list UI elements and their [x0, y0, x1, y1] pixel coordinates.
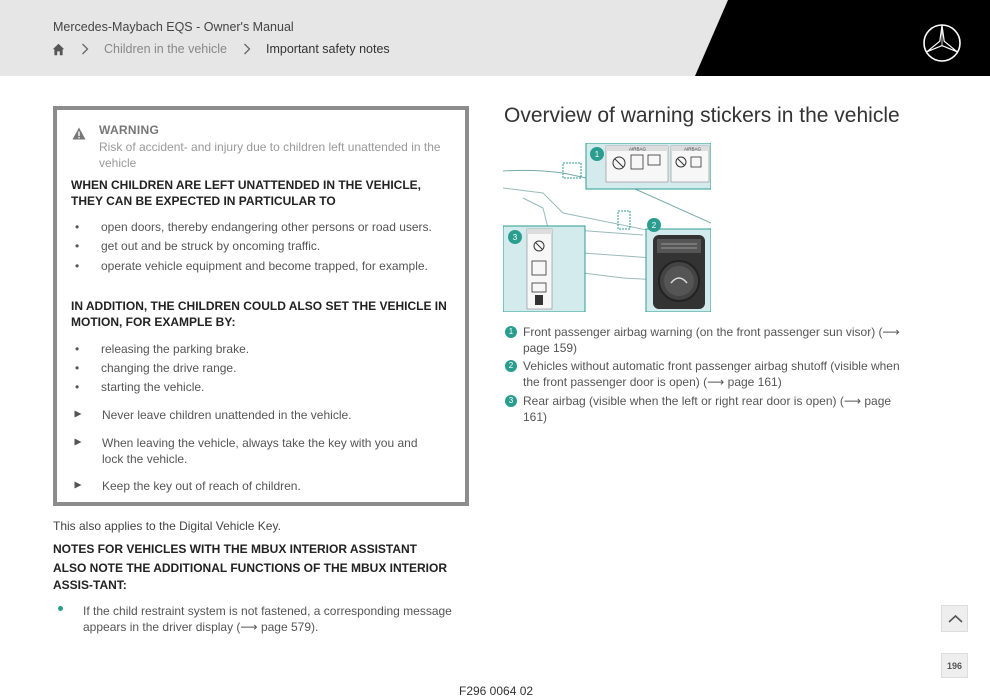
bullet-icon: •: [75, 239, 80, 253]
app-title: Mercedes-Maybach EQS - Owner's Manual: [53, 20, 294, 34]
warning-heading-2: IN ADDITION, THE CHILDREN COULD ALSO SET THE VEHICLE IN MOTION, FOR EXAMPLE BY:: [71, 299, 447, 329]
also-note-heading: ALSO NOTE THE ADDITIONAL FUNCTIONS OF THE MBUX INTERIOR ASSIS-TANT:: [53, 561, 447, 592]
list-item: operate vehicle equipment and become trapped, for example.: [101, 259, 428, 273]
list-item: starting the vehicle.: [101, 380, 205, 394]
bullet-icon: •: [75, 342, 80, 356]
figure-code: F296 0064 02: [459, 684, 534, 698]
list-item: get out and be struck by oncoming traffic.: [101, 239, 321, 253]
arrow-right-icon: [74, 481, 82, 489]
list-item: releasing the parking brake.: [101, 342, 250, 356]
mercedes-star-logo[interactable]: [922, 23, 962, 63]
legend-text: Front passenger airbag warning (on the front passenger sun visor) (⟶ page 159): [523, 325, 900, 355]
list-item: open doors, thereby endangering other persons or road users.: [101, 220, 432, 234]
legend-item: [505, 324, 918, 356]
section-title: Overview of warning stickers in the vehicle: [504, 104, 900, 127]
chevron-right-icon: [243, 43, 251, 55]
notes-heading: NOTES FOR VEHICLES WITH THE MBUX INTERIOR ASSISTANT: [53, 542, 418, 556]
action-item: Never leave children unattended in the vehicle.: [102, 408, 352, 422]
bullet-icon: [58, 606, 63, 611]
arrow-right-icon: [74, 438, 82, 446]
warning-label: WARNING: [99, 123, 160, 137]
warning-box: [53, 106, 469, 506]
legend-item: [505, 393, 918, 425]
legend-number-badge: 1: [505, 326, 517, 338]
mbux-bullet: If the child restraint system is not fastened, a corresponding message appears in the driver display (⟶ page 579).: [83, 604, 452, 634]
bullet-icon: •: [75, 220, 80, 234]
bullet-icon: •: [75, 380, 80, 394]
warning-stickers-figure: [503, 143, 711, 312]
breadcrumb-item-children[interactable]: Children in the vehicle: [104, 42, 227, 56]
legend-text: Vehicles without automatic front passenger airbag shutoff (visible when the front passenger door is open) (⟶ page 161): [523, 359, 900, 389]
breadcrumb-item-current: Important safety notes: [266, 42, 390, 56]
legend-item: [505, 358, 918, 390]
legend-number-badge: 3: [505, 395, 517, 407]
warning-subtitle: Risk of accident- and injury due to children left unattended in the vehicle: [99, 140, 441, 170]
callout-number: 1: [594, 150, 600, 159]
callout-number: 2: [651, 221, 657, 230]
bullet-icon: •: [75, 259, 80, 273]
chevron-right-icon: [81, 43, 89, 55]
bullet-icon: •: [75, 361, 80, 375]
sticker-label: AIRBAG: [629, 146, 647, 152]
list-item: changing the drive range.: [101, 361, 237, 375]
legend-number-badge: 2: [505, 360, 517, 372]
home-icon[interactable]: [52, 43, 65, 56]
chevron-up-icon: [942, 606, 969, 633]
applies-note: This also applies to the Digital Vehicle Key.: [53, 519, 281, 533]
warning-heading-1: WHEN CHILDREN ARE LEFT UNATTENDED IN THE VEHICLE, THEY CAN BE EXPECTED IN PARTICULAR TO: [71, 178, 421, 208]
arrow-right-icon: [74, 410, 82, 418]
breadcrumb: [52, 42, 390, 56]
sticker-label: AIRBAG: [684, 146, 702, 152]
page-number: 196: [941, 653, 968, 678]
action-item: Keep the key out of reach of children.: [102, 479, 301, 493]
warning-triangle-icon: [72, 127, 86, 140]
legend-text: Rear airbag (visible when the left or right rear door is open) (⟶ page 161): [523, 394, 892, 424]
callout-number: 3: [512, 233, 518, 242]
page-header: [0, 0, 990, 76]
action-item: When leaving the vehicle, always take the key with you and lock the vehicle.: [102, 436, 418, 466]
scroll-to-top-button[interactable]: [941, 605, 968, 632]
